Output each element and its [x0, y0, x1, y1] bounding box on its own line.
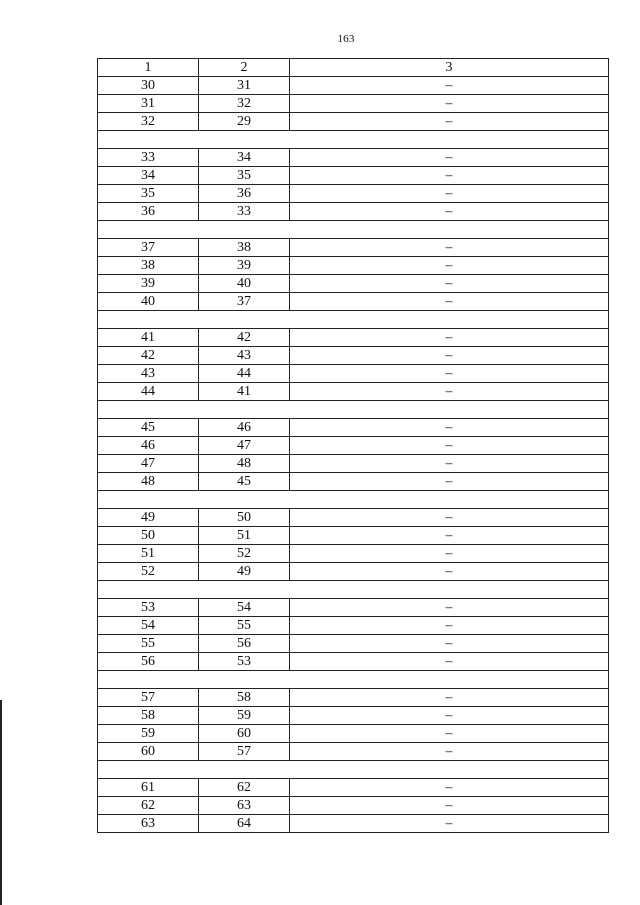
table-cell-col-1: 35	[98, 185, 199, 203]
table-cell-col-1: 49	[98, 509, 199, 527]
table-cell-col-1: 39	[98, 275, 199, 293]
table-cell-col-1: 59	[98, 725, 199, 743]
table-row	[98, 437, 609, 455]
table-cell-col-2: 55	[199, 617, 290, 635]
table-cell-col-1: 45	[98, 419, 199, 437]
table-cell-col-1: 41	[98, 329, 199, 347]
table-cell-col-2: 50	[199, 509, 290, 527]
table-cell-col-3: –	[290, 599, 609, 617]
table-cell-col-3: –	[290, 203, 609, 221]
table-cell-col-1: 51	[98, 545, 199, 563]
table-cell-col-1: 30	[98, 77, 199, 95]
table-row	[98, 167, 609, 185]
table-row	[98, 815, 609, 833]
page-number: 163	[337, 33, 355, 45]
table-cell-col-3: –	[290, 653, 609, 671]
table-cell-col-3: –	[290, 257, 609, 275]
table-cell-col-2: 36	[199, 185, 290, 203]
table-cell-col-3: –	[290, 707, 609, 725]
table-cell-col-3: –	[290, 95, 609, 113]
table-cell-col-2: 37	[199, 293, 290, 311]
table-cell-col-1: 61	[98, 779, 199, 797]
table-row	[98, 329, 609, 347]
table-row	[98, 473, 609, 491]
table-row	[98, 653, 609, 671]
table-cell-col-3: –	[290, 329, 609, 347]
table-cell-col-2: 45	[199, 473, 290, 491]
table-cell-col-2: 42	[199, 329, 290, 347]
table-row	[98, 797, 609, 815]
table-cell-col-2: 33	[199, 203, 290, 221]
table-row	[98, 293, 609, 311]
table-cell-col-3: –	[290, 149, 609, 167]
table-row	[98, 257, 609, 275]
table-cell-col-2: 31	[199, 77, 290, 95]
group-separator-row	[98, 221, 609, 239]
table-cell-col-1: 62	[98, 797, 199, 815]
table-cell-col-3: –	[290, 113, 609, 131]
table-row	[98, 347, 609, 365]
table-cell-col-1: 42	[98, 347, 199, 365]
table-cell-col-2: 35	[199, 167, 290, 185]
table-cell-col-2: 44	[199, 365, 290, 383]
table-cell-col-1: 50	[98, 527, 199, 545]
table-row	[98, 527, 609, 545]
table-cell-col-1: 48	[98, 473, 199, 491]
table-cell-col-2: 51	[199, 527, 290, 545]
table-cell-col-1: 38	[98, 257, 199, 275]
table-cell-col-1: 60	[98, 743, 199, 761]
table-cell-col-2: 43	[199, 347, 290, 365]
table-cell-col-3: –	[290, 527, 609, 545]
table-cell-col-1: 54	[98, 617, 199, 635]
group-separator-cell	[98, 491, 609, 509]
group-separator-row	[98, 131, 609, 149]
table-cell-col-2: 47	[199, 437, 290, 455]
table-row	[98, 203, 609, 221]
table-cell-col-2: 32	[199, 95, 290, 113]
table-cell-col-3: –	[290, 185, 609, 203]
table-row	[98, 185, 609, 203]
table-cell-col-3: –	[290, 365, 609, 383]
table-cell-col-2: 57	[199, 743, 290, 761]
data-table	[97, 58, 609, 833]
table-row	[98, 725, 609, 743]
table-cell-col-2: 46	[199, 419, 290, 437]
table-row	[98, 239, 609, 257]
table-cell-col-3: –	[290, 779, 609, 797]
table-cell-col-1: 46	[98, 437, 199, 455]
table-cell-col-1: 36	[98, 203, 199, 221]
table-cell-col-2: 34	[199, 149, 290, 167]
table-cell-col-3: –	[290, 545, 609, 563]
group-separator-cell	[98, 401, 609, 419]
table-cell-col-2: 39	[199, 257, 290, 275]
table-cell-col-3: –	[290, 383, 609, 401]
table-row	[98, 95, 609, 113]
table-cell-col-3: –	[290, 239, 609, 257]
group-separator-cell	[98, 581, 609, 599]
scan-edge-mark	[0, 700, 2, 905]
table-row	[98, 275, 609, 293]
table-cell-col-1: 47	[98, 455, 199, 473]
table-cell-col-2: 58	[199, 689, 290, 707]
table-row	[98, 707, 609, 725]
table-cell-col-3: –	[290, 275, 609, 293]
group-separator-cell	[98, 311, 609, 329]
table-cell-col-2: 53	[199, 653, 290, 671]
table-cell-col-3: –	[290, 347, 609, 365]
table-cell-col-3: –	[290, 797, 609, 815]
table-row	[98, 617, 609, 635]
table-row	[98, 455, 609, 473]
table-cell-col-2: 63	[199, 797, 290, 815]
table-body	[98, 59, 609, 833]
table-row	[98, 365, 609, 383]
table-cell-col-1: 37	[98, 239, 199, 257]
table-cell-col-1: 52	[98, 563, 199, 581]
table-row	[98, 419, 609, 437]
group-separator-row	[98, 581, 609, 599]
table-cell-col-3: –	[290, 77, 609, 95]
header-cell-2: 2	[199, 59, 290, 77]
table-cell-col-1: 43	[98, 365, 199, 383]
table-row	[98, 77, 609, 95]
table-cell-col-3: –	[290, 509, 609, 527]
table-header-row	[98, 59, 609, 77]
table-cell-col-2: 54	[199, 599, 290, 617]
header-cell-1: 1	[98, 59, 199, 77]
table-row	[98, 743, 609, 761]
table-row	[98, 509, 609, 527]
table-row	[98, 779, 609, 797]
table-cell-col-3: –	[290, 455, 609, 473]
table-cell-col-1: 63	[98, 815, 199, 833]
table-cell-col-2: 52	[199, 545, 290, 563]
table-cell-col-1: 31	[98, 95, 199, 113]
table-cell-col-3: –	[290, 635, 609, 653]
table-row	[98, 149, 609, 167]
table-cell-col-3: –	[290, 689, 609, 707]
table-cell-col-1: 55	[98, 635, 199, 653]
table-cell-col-1: 44	[98, 383, 199, 401]
table-row	[98, 635, 609, 653]
table-cell-col-3: –	[290, 743, 609, 761]
table-cell-col-3: –	[290, 473, 609, 491]
table-cell-col-2: 29	[199, 113, 290, 131]
table-cell-col-2: 56	[199, 635, 290, 653]
table-row	[98, 599, 609, 617]
group-separator-row	[98, 491, 609, 509]
table-cell-col-2: 40	[199, 275, 290, 293]
table-cell-col-3: –	[290, 563, 609, 581]
table-cell-col-1: 57	[98, 689, 199, 707]
table-row	[98, 113, 609, 131]
table-cell-col-2: 38	[199, 239, 290, 257]
table-cell-col-1: 32	[98, 113, 199, 131]
table-cell-col-1: 53	[98, 599, 199, 617]
table-row	[98, 563, 609, 581]
table-cell-col-3: –	[290, 167, 609, 185]
group-separator-row	[98, 671, 609, 689]
table-row	[98, 545, 609, 563]
table-cell-col-3: –	[290, 419, 609, 437]
table-cell-col-1: 58	[98, 707, 199, 725]
table-cell-col-3: –	[290, 725, 609, 743]
table-cell-col-3: –	[290, 293, 609, 311]
table-cell-col-2: 59	[199, 707, 290, 725]
table-cell-col-2: 49	[199, 563, 290, 581]
group-separator-cell	[98, 671, 609, 689]
table-cell-col-2: 41	[199, 383, 290, 401]
table-cell-col-2: 64	[199, 815, 290, 833]
group-separator-row	[98, 311, 609, 329]
group-separator-cell	[98, 761, 609, 779]
group-separator-cell	[98, 221, 609, 239]
table-cell-col-2: 60	[199, 725, 290, 743]
table-cell-col-1: 34	[98, 167, 199, 185]
table-cell-col-3: –	[290, 437, 609, 455]
table-cell-col-1: 33	[98, 149, 199, 167]
group-separator-row	[98, 761, 609, 779]
table-cell-col-2: 62	[199, 779, 290, 797]
table-row	[98, 689, 609, 707]
group-separator-cell	[98, 131, 609, 149]
table-cell-col-2: 48	[199, 455, 290, 473]
table-cell-col-1: 56	[98, 653, 199, 671]
table-cell-col-3: –	[290, 617, 609, 635]
group-separator-row	[98, 401, 609, 419]
table-row	[98, 383, 609, 401]
table-cell-col-3: –	[290, 815, 609, 833]
table-cell-col-1: 40	[98, 293, 199, 311]
header-cell-3: 3	[290, 59, 609, 77]
